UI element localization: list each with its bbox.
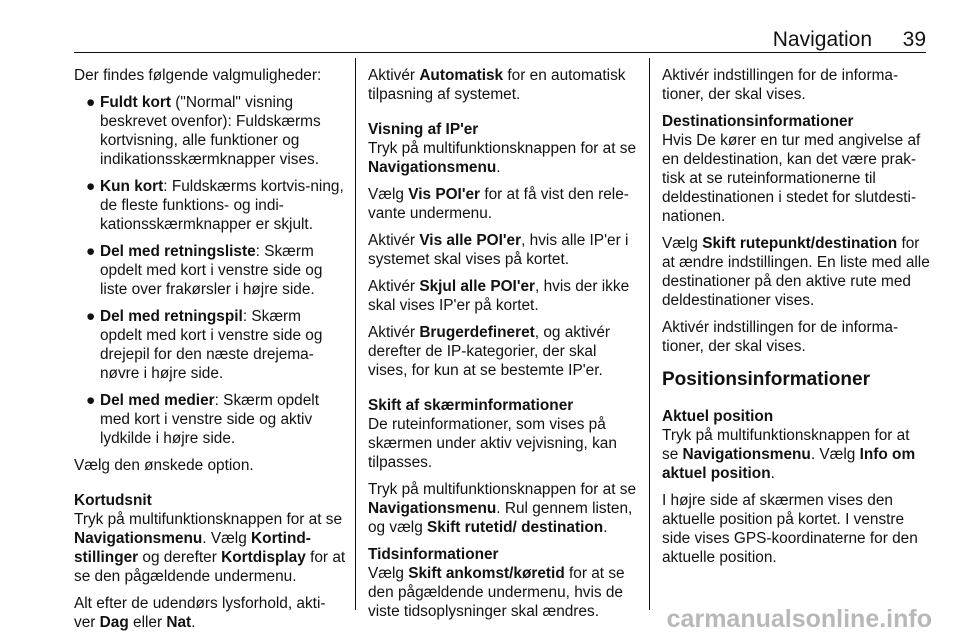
poi-paragraph-4: Aktivér Skjul alle POI'er, hvis der ikke skal vises IP'er på kortet. [368, 278, 630, 314]
activate-paragraph-2: Aktivér indstillingen for de informa-tioner, der skal vises. [662, 319, 899, 355]
option-name: Del med retningsliste [100, 243, 256, 260]
skift-heading: Skift af skærminformationer [368, 397, 574, 414]
list-item [74, 93, 346, 169]
option-name: Del med retningspil [100, 308, 243, 325]
poi-paragraph-2: Vælg Vis POI'er for at få vist den rele-vante undermenu. [368, 186, 629, 222]
option-desc: : Fuldskærms kortvis-ning, de fleste funktions- og indi-kationsskærmknapper er skjult. [100, 178, 344, 233]
bullet-icon: ● [86, 392, 96, 409]
page-header [0, 0, 960, 52]
list-item [74, 242, 346, 299]
kortudsnit-heading: Kortudsnit [74, 492, 152, 509]
column-1 [74, 66, 346, 640]
option-desc: : Skærm opdelt med kort i venstre side og liste over frakørsler i højre side. [100, 243, 323, 298]
kortudsnit-paragraph-2: Alt efter de udendørs lysforhold, akti-ver Dag eller Nat. [74, 595, 326, 631]
choose-option-text: Vælg den ønskede option. [74, 457, 254, 474]
column-3 [662, 66, 930, 575]
aktuel-position-paragraph-1: Tryk på multifunktionsknappen for at se Navigationsmenu. Vælg Info om aktuel position. [662, 427, 916, 482]
page-number: 39 [902, 28, 926, 51]
column-2 [368, 66, 638, 629]
kortudsnit-paragraph-1: Tryk på multifunktionsknappen for at se Navigationsmenu. Vælg Kortind-stillinger og derefter Kortdisplay for at se den pågældende undermenu. [74, 511, 346, 585]
bullet-icon: ● [86, 178, 96, 195]
list-item [74, 391, 346, 448]
destination-heading: Destinationsinformationer [662, 113, 854, 130]
options-intro: Der findes følgende valgmuligheder: [74, 67, 322, 84]
option-name: Fuldt kort [100, 94, 171, 111]
tids-heading: Tidsinformationer [368, 546, 499, 563]
bullet-icon: ● [86, 243, 96, 260]
poi-paragraph-5: Aktivér Brugerdefineret, og aktivér derefter de IP-kategorier, der skal vises, for kun at se bestemte IP'er. [368, 324, 611, 379]
section-title: Navigation [772, 28, 872, 51]
poi-paragraph-3: Aktivér Vis alle POI'er, hvis alle IP'er i systemet skal vises på kortet. [368, 232, 629, 268]
option-desc: : Skærm opdelt med kort i venstre side og aktiv lydkilde i højre side. [100, 392, 319, 447]
options-list [74, 93, 346, 448]
skift-paragraph-2: Tryk på multifunktionsknappen for at se Navigationsmenu. Rul gennem listen, og vælg Skift rutetid/ destination. [368, 481, 637, 536]
option-name: Del med medier [100, 392, 215, 409]
aktuel-position-paragraph-2: I højre side af skærmen vises den aktuelle position på kortet. I venstre side vises GPS-koordinaterne for den aktuelle position. [662, 492, 918, 566]
option-name: Kun kort [100, 178, 164, 195]
column-divider-1 [355, 58, 356, 610]
aktuel-position-heading: Aktuel position [662, 408, 774, 425]
skift-paragraph-1: De ruteinformationer, som vises på skærmen under aktiv vejvisning, kan tilpasses. [368, 416, 617, 471]
activate-paragraph-1: Aktivér indstillingen for de informa-tioner, der skal vises. [662, 67, 899, 103]
list-item [74, 177, 346, 234]
destination-paragraph-1: Hvis De kører en tur med angivelse af en deldestination, kan det være prak-tisk at se ruteinformationerne til deldestinationen i stedet for slutdesti-nationen. [662, 132, 921, 225]
tids-paragraph: Vælg Skift ankomst/køretid for at se den pågældende undermenu, hvis de viste tidsoplysninger skal ændres. [368, 565, 625, 620]
automatisk-paragraph: Aktivér Automatisk for en automatisk tilpasning af systemet. [368, 67, 626, 103]
header-rule [74, 52, 926, 53]
poi-paragraph-1: Tryk på multifunktionsknappen for at se Navigationsmenu. [368, 140, 637, 176]
option-desc: : Skærm opdelt med kort i venstre side og drejepil for den næste drejema-nøvre i højre side. [100, 308, 323, 382]
destination-paragraph-2: Vælg Skift rutepunkt/destination for at ændre indstillingen. En liste med alle destinationer på den aktive rute med deldestinationer vises. [662, 235, 930, 309]
column-divider-2 [649, 58, 650, 610]
bullet-icon: ● [86, 308, 96, 325]
position-section-heading: Positionsinformationer [662, 369, 870, 390]
option-desc: ("Normal" visning beskrevet ovenfor): Fuldskærms kortvisning, alle funktioner og indikationsskærmknapper vises. [100, 94, 321, 168]
bullet-icon: ● [86, 94, 96, 111]
list-item [74, 307, 346, 383]
poi-heading: Visning af IP'er [368, 121, 479, 138]
watermark: carmanualsonline.info [666, 605, 932, 633]
